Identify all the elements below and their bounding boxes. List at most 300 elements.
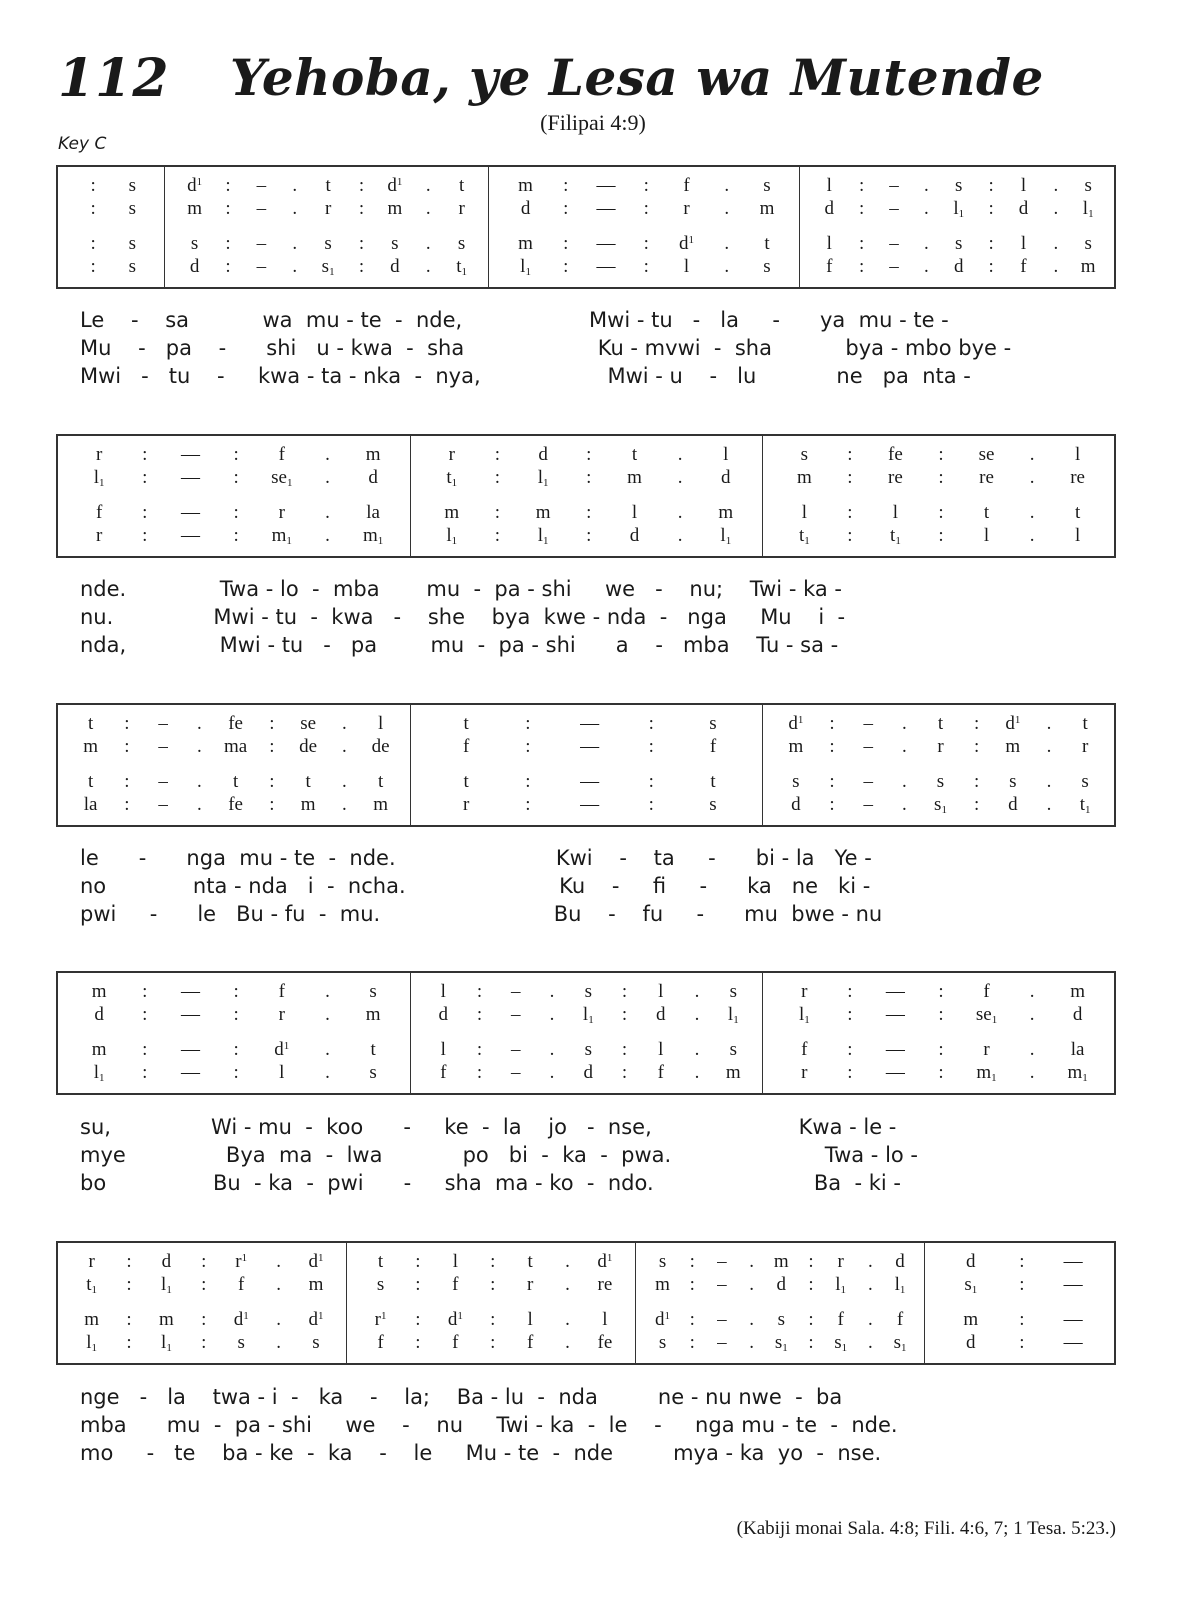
solfa-token: $l_1$ xyxy=(161,1274,172,1296)
solfa-token: f xyxy=(452,1332,459,1353)
solfa-token: . xyxy=(1046,794,1052,815)
solfa-token: s xyxy=(777,1309,785,1330)
solfa-token: . xyxy=(867,1309,873,1330)
solfa-token: : xyxy=(829,771,835,792)
bass-line xyxy=(165,256,489,278)
solfa-token: . xyxy=(924,256,929,277)
solfa-token: $se_1$ xyxy=(271,467,293,489)
lyric-verse-2: Mu - pa - shi u - kwa - sha Ku - mvwi - sha bya - mbo bye - xyxy=(80,336,1012,360)
solfa-token: : xyxy=(490,1332,496,1353)
solfa-token: . xyxy=(677,467,683,488)
solfa-token: – xyxy=(158,771,168,792)
solfa-token: : xyxy=(1019,1274,1025,1295)
solfa-token: re xyxy=(597,1274,613,1295)
solfa-token: : xyxy=(525,713,531,734)
soprano-line xyxy=(347,1251,635,1273)
solfa-token: d xyxy=(953,256,964,277)
solfa-token: $l_1$ xyxy=(161,1332,172,1354)
solfa-token: . xyxy=(924,175,929,196)
scripture-reference: (Filipai 4:9) xyxy=(540,110,646,135)
solfa-token: : xyxy=(988,175,994,196)
solfa-token: $t_1$ xyxy=(456,256,468,278)
solfa-token: : xyxy=(233,1039,239,1060)
solfa-token: d xyxy=(583,1062,594,1083)
solfa-token: : xyxy=(847,525,853,546)
lyrics-block xyxy=(80,1113,1120,1197)
solfa-token: t xyxy=(1074,502,1081,523)
solfa-token: se xyxy=(978,444,995,465)
solfa-token: f xyxy=(826,256,833,277)
solfa-token: : xyxy=(358,175,365,196)
solfa-token: : xyxy=(938,1039,944,1060)
solfa-token: : xyxy=(525,771,531,792)
solfa-token: : xyxy=(490,1251,496,1272)
solfa-token: : xyxy=(142,467,148,488)
solfa-token: re xyxy=(888,467,903,488)
measure xyxy=(165,167,490,287)
solfa-token: . xyxy=(197,794,202,815)
solfa-token: l xyxy=(631,502,638,523)
solfa-token: l xyxy=(658,981,664,1002)
solfa-token: : xyxy=(142,1062,148,1083)
solfa-token: : xyxy=(829,713,835,734)
solfa-token: d xyxy=(538,444,548,465)
solfa-token: fe xyxy=(228,713,243,734)
measure xyxy=(58,436,411,556)
solfa-token: m xyxy=(159,1309,174,1330)
solfa-token: : xyxy=(643,256,649,277)
solfa-token: — xyxy=(180,981,200,1002)
measure xyxy=(763,973,1114,1093)
solfa-token: t xyxy=(325,175,331,196)
solfa-token: — xyxy=(1063,1251,1083,1272)
solfa-token: f xyxy=(463,736,470,757)
solfa-token: l xyxy=(723,444,729,465)
solfa-token: : xyxy=(808,1251,814,1272)
solfa-token: s xyxy=(369,1062,377,1083)
alto-line xyxy=(58,1004,410,1026)
solfa-token: $l_1$ xyxy=(86,1332,98,1354)
solfa-token: s xyxy=(763,175,771,196)
solfa-token: : xyxy=(643,233,649,254)
solfa-token: : xyxy=(1019,1332,1025,1353)
solfa-token: $s_1$ xyxy=(964,1274,978,1296)
solfa-token: l xyxy=(801,502,807,523)
measure xyxy=(58,705,411,825)
bass-line xyxy=(925,1332,1114,1354)
solfa-token: la xyxy=(366,502,380,523)
solfa-token: : xyxy=(525,794,531,815)
solfa-token: . xyxy=(724,198,730,219)
solfa-token: l xyxy=(452,1251,458,1272)
tenor-line xyxy=(58,233,164,255)
solfa-token: $l_1$ xyxy=(93,1062,105,1084)
solfa-token: s xyxy=(128,233,136,254)
footnote-references: (Kabiji monai Sala. 4:8; Fili. 4:6, 7; 1 Tesa. 5:23.) xyxy=(736,1518,1116,1539)
alto-line xyxy=(763,467,1114,489)
solfa-system xyxy=(56,165,1116,289)
solfa-token: : xyxy=(233,467,239,488)
solfa-token: – xyxy=(511,1004,521,1025)
solfa-token: m xyxy=(788,736,804,757)
solfa-token: r xyxy=(937,736,944,757)
solfa-token: . xyxy=(342,736,347,757)
solfa-token: m xyxy=(1070,981,1085,1002)
solfa-token: : xyxy=(643,175,649,196)
solfa-token: : xyxy=(476,1039,483,1060)
solfa-token: . xyxy=(197,713,202,734)
solfa-token: r xyxy=(95,444,103,465)
solfa-token: — xyxy=(180,502,200,523)
lyric-verse-3: bo Bu - ka - pwi - sha ma - ko - ndo. Ba - ki - xyxy=(80,1171,901,1195)
solfa-token: – xyxy=(256,175,267,196)
solfa-token: s xyxy=(376,1274,385,1295)
solfa-token: : xyxy=(689,1251,695,1272)
solfa-token: : xyxy=(494,444,501,465)
solfa-token: – xyxy=(511,981,521,1002)
solfa-token: . xyxy=(1029,502,1035,523)
solfa-token: $d^1$ xyxy=(679,233,694,254)
solfa-token: $d^1$ xyxy=(788,713,804,734)
solfa-token: f xyxy=(95,502,103,523)
solfa-token: m xyxy=(300,794,316,815)
solfa-token: : xyxy=(142,502,148,523)
soprano-line xyxy=(763,981,1114,1003)
solfa-token: . xyxy=(325,525,330,546)
solfa-token: : xyxy=(142,1039,148,1060)
solfa-token: $l_1$ xyxy=(727,1004,739,1026)
solfa-token: : xyxy=(126,1309,132,1330)
solfa-token: – xyxy=(717,1251,727,1272)
solfa-token: t xyxy=(764,233,770,254)
bass-line xyxy=(58,1332,346,1354)
bass-line xyxy=(763,794,1114,816)
solfa-token: de xyxy=(299,736,318,757)
solfa-token: s xyxy=(658,1251,667,1272)
solfa-token: : xyxy=(494,502,501,523)
solfa-token: : xyxy=(648,713,654,734)
solfa-token: s xyxy=(369,981,377,1002)
solfa-token: . xyxy=(325,1062,330,1083)
solfa-token: : xyxy=(847,1004,853,1025)
bass-line xyxy=(763,1062,1114,1084)
key-signature: Key C xyxy=(58,134,107,154)
solfa-token: . xyxy=(867,1332,873,1353)
solfa-token: m xyxy=(773,1251,789,1272)
solfa-token: $s_1$ xyxy=(934,794,947,816)
bass-line xyxy=(58,794,410,816)
alto-line xyxy=(411,736,763,758)
solfa-token: m xyxy=(535,502,551,523)
solfa-token: t xyxy=(305,771,311,792)
solfa-token: – xyxy=(863,736,873,757)
soprano-line xyxy=(58,444,410,466)
solfa-token: : xyxy=(648,794,654,815)
solfa-token: : xyxy=(124,794,130,815)
lyric-verse-1: Le - sa wa mu - te - nde, Mwi - tu - la - ya mu - te - xyxy=(80,308,949,332)
soprano-line xyxy=(763,713,1114,735)
solfa-token: f xyxy=(452,1274,459,1295)
solfa-token: l xyxy=(440,1039,446,1060)
solfa-token: t xyxy=(232,771,239,792)
solfa-token: f xyxy=(526,1332,534,1353)
solfa-token: s xyxy=(457,233,466,254)
solfa-token: . xyxy=(1053,175,1059,196)
alto-line xyxy=(489,198,799,220)
solfa-token: m xyxy=(373,794,389,815)
solfa-token: . xyxy=(292,256,298,277)
alto-line xyxy=(58,1274,346,1296)
solfa-token: . xyxy=(425,198,431,219)
solfa-token: t xyxy=(377,1251,384,1272)
solfa-token: : xyxy=(476,1004,483,1025)
solfa-token: — xyxy=(1063,1274,1083,1295)
solfa-token: — xyxy=(180,525,200,546)
lyric-verse-3: Mwi - tu - kwa - ta - nka - nya, Mwi - u - lu ne pa nta - xyxy=(80,364,971,388)
solfa-token: . xyxy=(197,736,202,757)
solfa-token: : xyxy=(808,1274,814,1295)
solfa-token: – xyxy=(717,1332,727,1353)
solfa-token: : xyxy=(90,233,96,254)
solfa-token: – xyxy=(717,1274,727,1295)
solfa-token: m xyxy=(518,175,533,196)
solfa-token: — xyxy=(1063,1309,1083,1330)
solfa-token: – xyxy=(511,1039,521,1060)
solfa-token: . xyxy=(292,175,298,196)
lyric-verse-3: mo - te ba - ke - ka - le Mu - te - nde mya - ka yo - nse. xyxy=(80,1441,882,1465)
solfa-token: s xyxy=(1084,175,1092,196)
solfa-token: : xyxy=(563,256,569,277)
solfa-token: . xyxy=(197,771,202,792)
solfa-token: : xyxy=(847,444,853,465)
solfa-token: s xyxy=(1084,233,1092,254)
solfa-token: $l_1$ xyxy=(537,467,549,489)
solfa-token: — xyxy=(885,1004,905,1025)
bass-line xyxy=(411,525,763,547)
hymn-title: Yehoba, ye Lesa wa Mutende xyxy=(230,48,1044,107)
measure xyxy=(411,436,764,556)
solfa-token: t xyxy=(370,1039,376,1060)
bass-line xyxy=(58,1062,410,1084)
solfa-token: : xyxy=(621,1062,628,1083)
bass-line xyxy=(58,525,410,547)
solfa-token: : xyxy=(847,467,853,488)
solfa-system xyxy=(56,434,1116,558)
solfa-system xyxy=(56,703,1116,827)
soprano-line xyxy=(165,175,489,197)
solfa-token: m xyxy=(187,198,203,219)
solfa-token: $l_1$ xyxy=(953,198,965,220)
solfa-token: r xyxy=(448,444,455,465)
soprano-line xyxy=(800,175,1114,197)
solfa-token: – xyxy=(863,771,873,792)
solfa-token: s xyxy=(709,794,717,815)
solfa-token: : xyxy=(415,1251,421,1272)
solfa-token: t xyxy=(87,713,94,734)
solfa-token: — xyxy=(180,467,200,488)
solfa-token: – xyxy=(158,794,168,815)
solfa-token: m xyxy=(627,467,642,488)
solfa-token: : xyxy=(1019,1309,1025,1330)
tenor-line xyxy=(58,502,410,524)
solfa-token: – xyxy=(863,713,873,734)
solfa-token: . xyxy=(425,233,431,254)
solfa-token: – xyxy=(256,256,267,277)
solfa-token: : xyxy=(201,1332,207,1353)
solfa-token: l xyxy=(658,1039,664,1060)
solfa-token: $m_1$ xyxy=(362,525,384,547)
solfa-token: . xyxy=(1053,233,1059,254)
tenor-line xyxy=(925,1309,1114,1331)
solfa-token: r xyxy=(801,981,808,1002)
solfa-token: d xyxy=(1018,198,1029,219)
solfa-token: – xyxy=(889,256,899,277)
solfa-token: : xyxy=(938,981,944,1002)
solfa-token: . xyxy=(1029,525,1035,546)
solfa-token: m xyxy=(1080,256,1096,277)
solfa-token: r xyxy=(88,1251,95,1272)
solfa-token: : xyxy=(808,1332,814,1353)
tenor-line xyxy=(800,233,1114,255)
measure xyxy=(411,973,764,1093)
solfa-token: l xyxy=(1074,525,1081,546)
solfa-token: r xyxy=(983,1039,990,1060)
solfa-token: . xyxy=(342,794,347,815)
alto-line xyxy=(58,198,164,220)
solfa-token: — xyxy=(596,233,616,254)
soprano-line xyxy=(58,713,410,735)
solfa-token: $l_1$ xyxy=(1082,198,1094,220)
solfa-token: $l_1$ xyxy=(537,525,549,547)
solfa-token: s xyxy=(128,175,136,196)
solfa-token: $l_1$ xyxy=(720,525,732,547)
solfa-token: – xyxy=(256,233,267,254)
solfa-token: . xyxy=(901,794,907,815)
solfa-token: d xyxy=(189,256,200,277)
solfa-token: : xyxy=(586,502,592,523)
solfa-token: d xyxy=(438,1004,449,1025)
solfa-token: d xyxy=(1072,1004,1083,1025)
solfa-token: : xyxy=(415,1332,421,1353)
solfa-token: . xyxy=(292,198,298,219)
solfa-token: . xyxy=(724,256,730,277)
solfa-token: — xyxy=(180,1062,200,1083)
bass-line xyxy=(58,256,164,278)
solfa-token: . xyxy=(342,771,347,792)
solfa-token: t xyxy=(377,771,384,792)
solfa-token: $t_1$ xyxy=(1079,794,1091,816)
solfa-token: s xyxy=(729,981,737,1002)
solfa-token: f xyxy=(657,1062,664,1083)
solfa-token: : xyxy=(974,713,980,734)
solfa-token: d xyxy=(94,1004,104,1025)
solfa-token: : xyxy=(847,1039,853,1060)
solfa-token: : xyxy=(586,444,592,465)
tenor-line xyxy=(58,1309,346,1331)
solfa-token: — xyxy=(580,794,600,815)
lyrics-block xyxy=(80,575,1120,659)
solfa-token: f xyxy=(837,1309,844,1330)
solfa-token: s xyxy=(709,713,717,734)
measure xyxy=(347,1243,636,1363)
soprano-line xyxy=(58,1251,346,1273)
alto-line xyxy=(347,1274,635,1296)
soprano-line xyxy=(58,175,164,197)
alto-line xyxy=(925,1274,1114,1296)
solfa-token: : xyxy=(124,771,130,792)
solfa-token: : xyxy=(563,175,569,196)
measure xyxy=(58,167,165,287)
bass-line xyxy=(411,1062,763,1084)
solfa-token: l xyxy=(826,175,832,196)
solfa-token: : xyxy=(988,233,994,254)
solfa-token: . xyxy=(901,736,907,757)
solfa-token: – xyxy=(158,713,168,734)
solfa-token: $l_1$ xyxy=(520,256,531,278)
measure xyxy=(800,167,1114,287)
solfa-token: f xyxy=(709,736,717,757)
soprano-line xyxy=(636,1251,924,1273)
solfa-token: . xyxy=(749,1309,754,1330)
solfa-token: — xyxy=(596,175,616,196)
solfa-token: : xyxy=(808,1309,814,1330)
tenor-line xyxy=(489,233,799,255)
solfa-token: : xyxy=(90,256,96,277)
solfa-token: — xyxy=(885,1062,905,1083)
solfa-token: se xyxy=(300,713,317,734)
solfa-token: – xyxy=(158,736,168,757)
solfa-token: – xyxy=(256,198,267,219)
bass-line xyxy=(800,256,1114,278)
lyrics-block xyxy=(80,844,1120,928)
solfa-token: $l_1$ xyxy=(93,467,105,489)
solfa-token: : xyxy=(689,1332,695,1353)
solfa-token: $t_1$ xyxy=(86,1274,98,1296)
solfa-token: : xyxy=(142,444,148,465)
solfa-token: : xyxy=(988,256,994,277)
solfa-token: d xyxy=(824,198,835,219)
bass-line xyxy=(489,256,799,278)
solfa-token: : xyxy=(829,736,835,757)
tenor-line xyxy=(763,1039,1114,1061)
soprano-line xyxy=(411,713,763,735)
solfa-token: : xyxy=(476,981,483,1002)
solfa-token: $l_1$ xyxy=(894,1274,906,1296)
solfa-token: l xyxy=(602,1309,608,1330)
solfa-token: . xyxy=(276,1309,281,1330)
solfa-token: : xyxy=(621,981,628,1002)
tenor-line xyxy=(58,1039,410,1061)
solfa-token: . xyxy=(342,713,347,734)
tenor-line xyxy=(763,502,1114,524)
solfa-token: : xyxy=(586,467,592,488)
solfa-token: r xyxy=(683,198,690,219)
solfa-token: : xyxy=(90,198,96,219)
solfa-token: : xyxy=(225,198,231,219)
solfa-token: t xyxy=(463,771,469,792)
solfa-token: . xyxy=(749,1274,754,1295)
tenor-line xyxy=(347,1309,635,1331)
solfa-token: f xyxy=(238,1274,245,1295)
solfa-token: r xyxy=(1081,736,1089,757)
lyric-verse-1: le - nga mu - te - nde. Kwi - ta - bi - la Ye - xyxy=(80,846,872,870)
solfa-system xyxy=(56,1241,1116,1365)
solfa-token: $d^1$ xyxy=(447,1309,463,1330)
solfa-token: $l_1$ xyxy=(835,1274,847,1296)
solfa-token: : xyxy=(490,1309,496,1330)
solfa-token: . xyxy=(565,1274,570,1295)
solfa-token: s xyxy=(800,444,809,465)
